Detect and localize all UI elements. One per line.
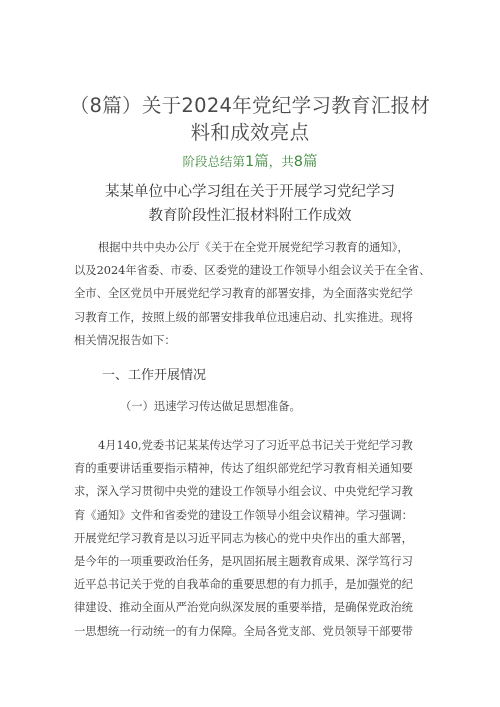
heading-level-1: 一、工作开展情况	[102, 368, 207, 383]
title-line-1: （8篇）关于2024年党纪学习教育汇报材	[69, 94, 431, 117]
intro-line-2: 以及2024年省委、市委、区委党的建设工作领导小组会议关于在全省、	[74, 264, 431, 278]
body-line-5: 开展党纪学习教育是以习近平同志为核心的党中央作出的重大部署，	[74, 531, 413, 545]
body-line-1: 4月140,党委书记某某传达学习了习近平总书记关于党纪学习教	[98, 439, 413, 452]
body-line-7: 近平总书记关于党的自我革命的重要思想的有力抓手，是加强党的纪	[74, 578, 413, 592]
body-line-8: 律建设、推动全面从严治党向纵深发展的重要举措，是确保党政治统	[74, 601, 413, 615]
title-line-2: 料和成效亮点	[190, 121, 310, 144]
part-indicator-number: 1篇	[245, 154, 269, 170]
intro-line-1: 根据中共中央办公厅《关于在全党开展党纪学习教育的通知》，	[98, 241, 409, 254]
intro-line-4: 习教育工作，按照上级的部署安排我单位迅速启动、扎实推进。现将	[74, 310, 413, 324]
part-indicator-prefix: 阶段总结第	[182, 154, 246, 169]
section-title	[60, 180, 440, 228]
section-title-line-2: 教育阶段性汇报材料附工作成效	[148, 208, 352, 224]
body-line-3: 求，深入学习贯彻中央党的建设工作领导小组会议、中央党纪学习教	[74, 485, 413, 499]
part-indicator	[0, 150, 500, 171]
part-indicator-total: 8篇	[293, 154, 318, 170]
document-title	[60, 92, 440, 146]
part-indicator-mid: ，共	[268, 154, 294, 169]
intro-line-3: 全市、全区党员中开展党纪学习教育的部署安排，为全面落实党纪学	[74, 287, 413, 301]
body-line-4: 育《通知》文件和省委党的建设工作领导小组会议精神。学习强调：	[74, 508, 413, 522]
body-line-6: 是今年的一项重要政治任务，是巩固拓展主题教育成果、深学笃行习	[74, 555, 413, 569]
section-title-line-1: 某某单位中心学习组在关于开展学习党纪学习	[105, 184, 395, 200]
intro-paragraph	[74, 236, 434, 352]
intro-line-5: 相关情况报告如下：	[74, 333, 176, 347]
body-line-2: 育的重要讲话重要指示精神，传达了组织部党纪学习教育相关通知要	[74, 462, 413, 476]
heading-level-2: （一）迅速学习传达做足思想准备。	[120, 400, 301, 413]
body-line-9: 一思想统一行动统一的有力保障。全局各党支部、党员领导干部要带	[74, 624, 413, 638]
body-paragraph	[74, 434, 434, 643]
